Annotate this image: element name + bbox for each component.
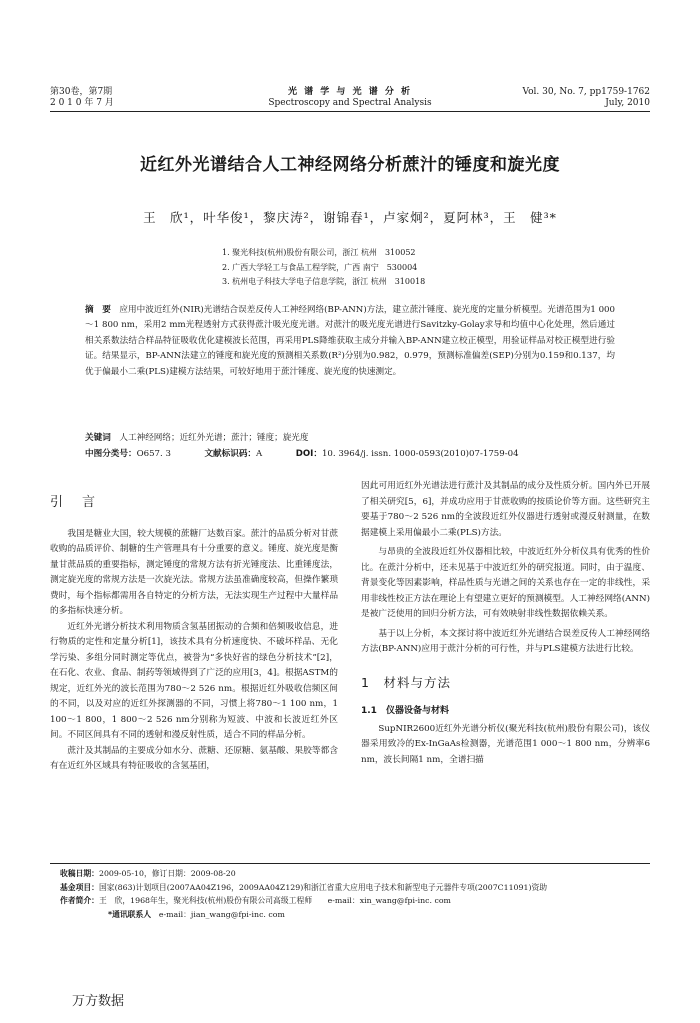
keywords-label: 关键词 (85, 433, 111, 443)
affiliation-2: 2. 广西大学轻工与食品工程学院，广西 南宁 530004 (222, 262, 418, 272)
issue-month: July, 2010 (605, 98, 650, 108)
footnote-funding-text: 国家(863)计划项目(2007AA04Z196，2009AA04Z129)和浙江省重大应用电子技术和新型电子元器件专项(2007C11091)资助 (98, 882, 548, 892)
keywords-line (85, 430, 645, 446)
clc-label: 中图分类号： (85, 449, 137, 459)
footnote-author-text: 王 欣，1968年生，聚光科技(杭州)股份有限公司高级工程师 e-mail：xin_wang@fpi-inc. com (98, 896, 451, 905)
footnote-received-text: 2009-05-10，修订日期：2009-08-20 (98, 869, 236, 878)
abstract-label: 摘 要 (85, 305, 111, 315)
right-paragraph-2: 与昂贵的全波段近红外仪器相比较，中波近红外分析仪具有优秀的性价比。在蔗汁分析中，还未见基于中波近红外的研究报道。同时，由于温度、背景变化等因素影响，样品性质与光谱之间的关系也存在一定的非线性，采用非线性校正方法在理论上有望建立更好的预测模型。人工神经网络(ANN)是被广泛使用的回归分析方法，可有效映射非线性数据依赖关系。 (361, 547, 650, 619)
footnote-author-bio (60, 894, 660, 908)
footnote-divider (50, 863, 650, 864)
right-paragraph-1: 因此可用近红外光谱法进行蔗汁及其制品的成分及性质分析。国内外已开展了相关研究[5，6]，并成功应用于甘蔗收购的按质论价等方面。这些研究主要基于780～2 526 nm的全波段近红外仪器进行透射或漫反射测量，在数据建模上采用偏最小二乘(PLS)方法。 (361, 481, 650, 538)
footnotes (60, 867, 660, 921)
watermark: 万方数据 (72, 994, 125, 1009)
footnote-author-label: 作者简介： (60, 896, 99, 905)
author-list: 王 欣¹，叶华俊¹，黎庆涛²，谢锦春¹，卢家炯²，夏阿林³，王 健³* (143, 210, 557, 225)
section-heading-materials-methods: 1 材料与方法 (361, 674, 451, 690)
footnote-funding (60, 881, 660, 895)
right-column (361, 479, 650, 768)
journal-pages-info (430, 87, 650, 109)
left-column (50, 495, 338, 775)
footnote-funding-label: 基金项目： (60, 882, 99, 892)
header-divider (50, 111, 650, 112)
affiliations (222, 246, 425, 290)
doc-code-value: A (256, 449, 263, 459)
keywords-block (85, 430, 645, 462)
abstract (85, 303, 615, 380)
issue-date: 2 0 1 0 年 7 月 (50, 98, 114, 108)
section-heading-introduction: 引 言 (50, 495, 99, 510)
doc-code-label: 文献标识码： (204, 449, 257, 459)
footnote-corresponding (60, 908, 660, 922)
footnote-received (60, 867, 660, 881)
footnote-received-label: 收稿日期： (60, 869, 99, 878)
volume-issue: 第30卷，第7期 (50, 87, 113, 97)
footnote-corresponding-label: *通讯联系人 (108, 909, 152, 919)
volume-pages: Vol. 30, No. 7, pp1759-1762 (522, 87, 650, 97)
subsection-heading-instruments: 1.1 仪器设备与材料 (361, 706, 449, 716)
keywords-text: 人工神经网络；近红外光谱；蔗汁；锤度；旋光度 (119, 433, 309, 443)
intro-paragraph-2: 近红外光谱分析技术利用物质含氢基团振动的合频和倍频吸收信息，进行物质的定性和定量分析[1]，该技术具有分析速度快、不破坏样品、无化学污染、多组分同时测定等优点，被誉为“多快好省的绿色分析技术”[2]，在石化、农业、食品、制药等领域得到了广泛的应用[3，4]。根据ASTM的规定，近红外光的波长范围为780～2 526 nm。根据近红外吸收信频区间的不同，以及对应的近红外探测器的不同，习惯上将780～1 100 nm，1 100～1 800，1 800～2 526 nm分别称为短波、中波和长波近红外区间。不同区间具有不同的透射和漫反射性质，适合不同的样品分析。 (50, 621, 338, 740)
doi-label: DOI： (295, 449, 322, 459)
intro-paragraph-1: 我国是糖业大国，较大规模的蔗糖厂达数百家。蔗汁的品质分析对甘蔗收购的品质评价、制糖的生产管理具有十分重要的意义。锤度、旋光度是衡量甘蔗品质的重要指标，测定锤度的常规方法有折光锤度法、比重锤度法，测定旋光度的常规方法是一次旋光法。常规方法虽准确度较高，但操作繁琐费时，每个指标都需用各自特定的分析方法，无法实现生产过程中大量样品的多指标快速分析。 (50, 528, 338, 616)
affiliation-3: 3. 杭州电子科技大学电子信息学院，浙江 杭州 310018 (222, 277, 426, 286)
instruments-paragraph: SupNIR2600近红外光谱分析仪(聚光科技(杭州)股份有限公司)，该仪器采用致冷的Ex-InGaAs检测器，光谱范围1 000～1 800 nm，分辨率6 nm，波长间隔1 nm，全谱扫描 (361, 723, 650, 765)
journal-name-en: Spectroscopy and Spectral Analysis (268, 98, 432, 108)
clc-value: O657. 3 (136, 449, 171, 459)
abstract-text: 应用中波近红外(NIR)光谱结合误差反传人工神经网络(BP-ANN)方法，建立蔗汁锤度、旋光度的定量分析模型。光谱范围为1 000～1 800 nm，采用2 mm光程透射方式获得蔗汁吸光度光谱。对蔗汁的吸光度光谱进行Savitzky-Golay求导和均值中心化处理，然后通过相关系数法结合样品特征吸收优化建模波长范围，再采用PLS降维获取主成分并输入BP-ANN建立校正模型，用验证样品对校正模型进行验证。结果显示，BP-ANN法建立的锤度和旋光度的预测相关系数(R²)分别为0.982，0.979，预测标准偏差(SEP)分别为0.159和0.137，均优于偏最小二乘(PLS)建模方法结果，可较好地用于蔗汁锤度、旋光度的快速测定。 (85, 305, 615, 377)
classification-line (85, 446, 645, 462)
right-paragraph-3: 基于以上分析，本文探讨将中波近红外光谱结合误差反传人工神经网络方法(BP-ANN)应用于蔗汁分析的可行性，并与PLS建模方法进行比较。 (361, 628, 650, 654)
doi-value: 10. 3964/j. issn. 1000-0593(2010)07-1759-04 (321, 449, 519, 459)
affiliation-1: 1. 聚光科技(杭州)股份有限公司，浙江 杭州 310052 (222, 248, 416, 257)
intro-paragraph-3: 蔗汁及其制品的主要成分如水分、蔗糖、还原糖、氨基酸、果胶等都含有在近红外区域具有特征吸收的含氢基团， (50, 745, 338, 771)
paper-title: 近红外光谱结合人工神经网络分析蔗汁的锤度和旋光度 (140, 155, 560, 175)
footnote-corresponding-text: e-mail：jian_wang@fpi-inc. com (158, 909, 285, 919)
journal-name-cn: 光 谱 学 与 光 谱 分 析 (288, 87, 412, 97)
